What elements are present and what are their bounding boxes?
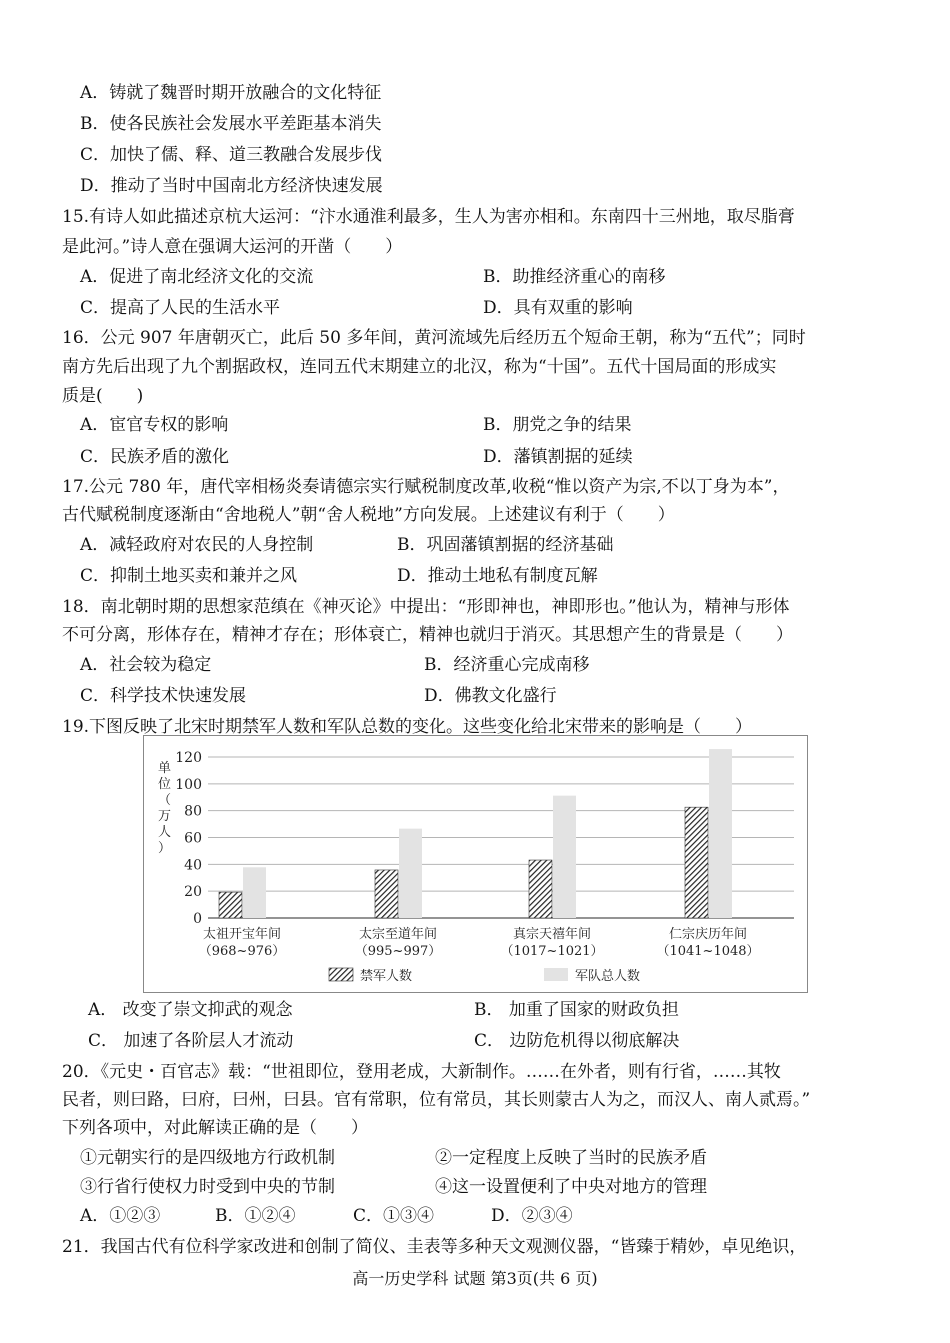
q15-option-b: B．助推经济重心的南移 bbox=[483, 267, 666, 287]
q17-option-c: C．抑制土地买卖和兼并之风 bbox=[80, 566, 298, 586]
q20-item-3: ③行省行使权力时受到中央的节制 bbox=[80, 1177, 335, 1197]
q15-option-d: D．具有双重的影响 bbox=[483, 298, 633, 318]
q20-stem-line2: 民者，则曰路，曰府，曰州，曰县。官有常职，位有常员，其长则蒙古人为之，而汉人、南人贰焉。” bbox=[62, 1090, 811, 1110]
x-category-years: （1041~1048） bbox=[656, 944, 760, 959]
q17-stem-line1: 17.公元 780 年，唐代宰相杨炎奏请德宗实行赋税制度改革,收税“惟以资产为宗,不以丁身为本”， bbox=[62, 477, 790, 497]
y-tick-label: 20 bbox=[184, 884, 202, 901]
q21-stem-line1: 21．我国古代有位科学家改进和创制了简仪、圭表等多种天文观测仪器，“皆臻于精妙，卓见绝识， bbox=[62, 1237, 807, 1257]
x-category-years: （1017~1021） bbox=[500, 944, 604, 959]
q16-option-c: C．民族矛盾的激化 bbox=[80, 447, 230, 467]
q15-stem-line1: 15.有诗人如此描述京杭大运河：“汴水通淮利最多，生人为害亦相和。东南四十三州地，取尽脂膏 bbox=[62, 207, 795, 227]
q19-option-b: B． 加重了国家的财政负担 bbox=[474, 1000, 679, 1020]
legend-label-jinjun: 禁军人数 bbox=[360, 969, 413, 984]
q19-stem: 19.下图反映了北宋时期禁军人数和军队总数的变化。这些变化给北宋带来的影响是（ ） bbox=[62, 717, 753, 737]
q16-stem-line1: 16．公元 907 年唐朝灭亡，此后 50 多年间，黄河流域先后经历五个短命王朝，称为“五代”；同时 bbox=[62, 328, 806, 348]
q16-stem-line3: 质是( ) bbox=[62, 386, 144, 406]
bar-jinjun bbox=[685, 807, 708, 918]
q20-option-a: A．①②③ bbox=[80, 1206, 161, 1226]
y-tick-label: 0 bbox=[193, 911, 202, 927]
y-tick-label: 120 bbox=[175, 750, 202, 766]
q16-option-d: D．藩镇割据的延续 bbox=[483, 447, 633, 467]
q14-option-a: A．铸就了魏晋时期开放融合的文化特征 bbox=[80, 83, 382, 103]
q18-option-b: B．经济重心完成南移 bbox=[424, 655, 590, 675]
y-tick-label: 40 bbox=[184, 857, 202, 874]
q19-option-d: C． 边防危机得以彻底解决 bbox=[474, 1031, 680, 1051]
q18-option-c: C．科学技术快速发展 bbox=[80, 686, 247, 706]
q15-option-a: A．促进了南北经济文化的交流 bbox=[80, 267, 314, 287]
bar-chart-svg bbox=[144, 736, 806, 991]
bar-jinjun bbox=[219, 892, 242, 918]
x-category-label: 仁宗庆历年间 bbox=[668, 927, 748, 942]
q19-option-a: A． 改变了崇文抑武的观念 bbox=[88, 1000, 293, 1020]
q20-item-2: ②一定程度上反映了当时的民族矛盾 bbox=[435, 1148, 707, 1168]
q19-option-c: C． 加速了各阶层人才流动 bbox=[88, 1031, 294, 1051]
q17-option-b: B．巩固藩镇割据的经济基础 bbox=[397, 535, 614, 555]
legend-label-total: 军队总人数 bbox=[575, 969, 641, 984]
x-category-years: （995~997） bbox=[354, 944, 442, 959]
x-category-label: 真宗天禧年间 bbox=[512, 927, 592, 942]
q16-option-b: B．朋党之争的结果 bbox=[483, 415, 632, 435]
q14-option-b: B．使各民族社会发展水平差距基本消失 bbox=[80, 114, 382, 134]
q20-stem-line1: 20．《元史・百官志》载：“世祖即位，登用老成，大新制作。……在外者，则有行省，……其牧 bbox=[62, 1062, 781, 1082]
q16-option-a: A．宦官专权的影响 bbox=[80, 415, 229, 435]
q20-option-b: B．①②④ bbox=[215, 1206, 296, 1226]
q17-option-a: A．减轻政府对农民的人身控制 bbox=[80, 535, 314, 555]
q20-stem-line3: 下列各项中，对此解读正确的是（ ） bbox=[62, 1118, 368, 1138]
q14-option-d: D．推动了当时中国南北方经济快速发展 bbox=[80, 176, 383, 196]
page-footer: 高一历史学科 试题 第3页(共 6 页) bbox=[352, 1269, 598, 1288]
q20-item-1: ①元朝实行的是四级地方行政机制 bbox=[80, 1148, 335, 1168]
q15-option-c: C．提高了人民的生活水平 bbox=[80, 298, 281, 318]
x-category-years: （968~976） bbox=[198, 944, 286, 959]
bar-total bbox=[399, 829, 422, 918]
q18-option-a: A．社会较为稳定 bbox=[80, 655, 212, 675]
q17-option-d: D．推动土地私有制度瓦解 bbox=[397, 566, 598, 586]
q20-item-4: ④这一设置便利了中央对地方的管理 bbox=[435, 1177, 707, 1197]
y-tick-label: 60 bbox=[184, 830, 202, 847]
q20-option-d: D．②③④ bbox=[491, 1206, 573, 1226]
bar-chart bbox=[143, 735, 808, 993]
q18-option-d: D．佛教文化盛行 bbox=[424, 686, 557, 706]
q18-stem-line2: 不可分离，形体存在，精神才存在；形体衰亡，精神也就归于消灭。其思想产生的背景是（ ） bbox=[62, 625, 793, 645]
q15-stem-line2: 是此河。”诗人意在强调大运河的开凿（ ） bbox=[62, 237, 403, 257]
bar-total bbox=[243, 867, 266, 918]
q20-option-c: C．①③④ bbox=[353, 1206, 435, 1226]
bar-jinjun bbox=[375, 870, 398, 918]
legend-swatch-jinjun bbox=[329, 968, 353, 981]
bar-total bbox=[709, 749, 732, 918]
q17-stem-line2: 古代赋税制度逐渐由“舍地税人”朝“舍人税地”方向发展。上述建议有利于（ ） bbox=[62, 505, 675, 525]
bar-jinjun bbox=[529, 860, 552, 918]
y-tick-label: 80 bbox=[184, 803, 202, 820]
x-category-label: 太祖开宝年间 bbox=[202, 927, 282, 942]
q14-option-c: C．加快了儒、释、道三教融合发展步伐 bbox=[80, 145, 383, 165]
legend-swatch-total bbox=[544, 968, 568, 981]
y-tick-label: 100 bbox=[175, 776, 202, 793]
y-axis-unit-label: 单位（万人） bbox=[158, 761, 172, 856]
x-category-label: 太宗至道年间 bbox=[358, 927, 438, 942]
bar-total bbox=[553, 796, 576, 918]
q16-stem-line2: 南方先后出现了九个割据政权，连同五代末期建立的北汉，称为“十国”。五代十国局面的形成实 bbox=[62, 357, 777, 377]
q18-stem-line1: 18．南北朝时期的思想家范缜在《神灭论》中提出：“形即神也，神即形也。”他认为，精神与形体 bbox=[62, 597, 790, 617]
